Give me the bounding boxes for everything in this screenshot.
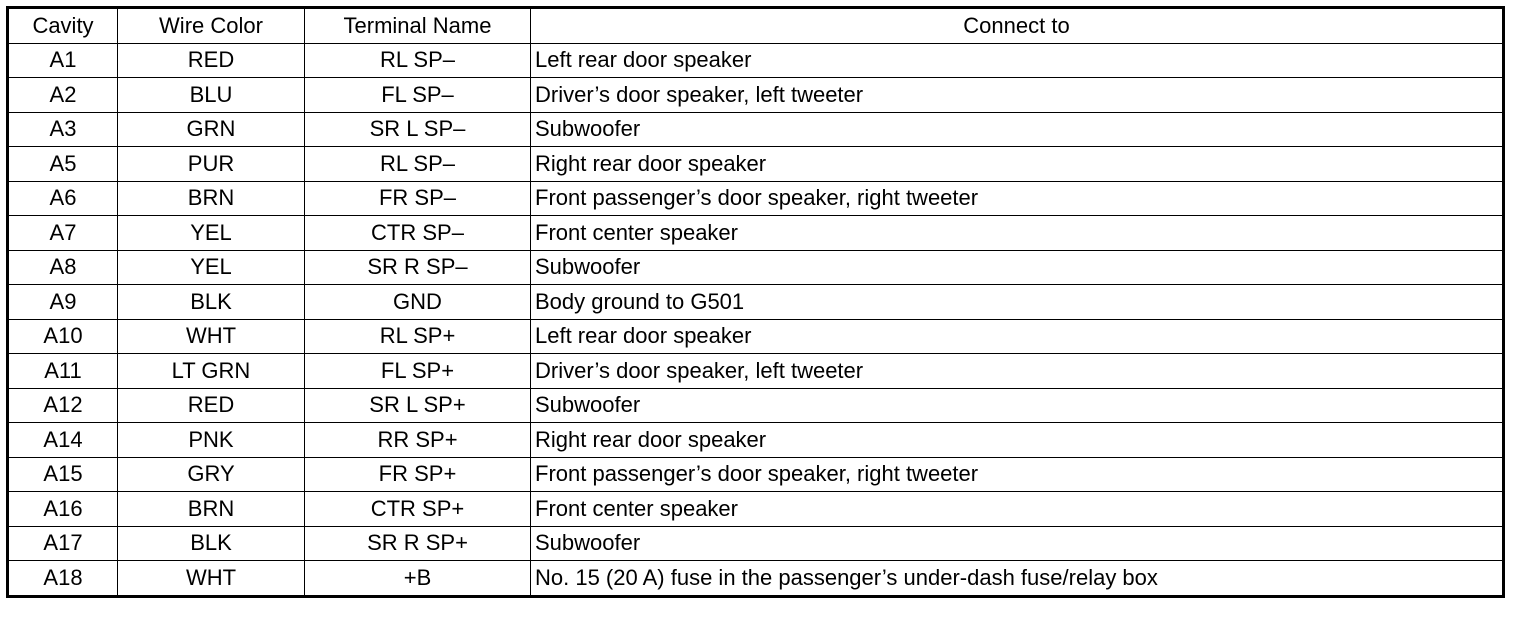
connect-to-cell: Left rear door speaker	[531, 43, 1504, 78]
table-row	[8, 285, 1504, 320]
wire-color-cell: PNK	[118, 423, 305, 458]
terminal-name-cell: FL SP+	[305, 354, 531, 389]
terminal-name-cell: CTR SP+	[305, 492, 531, 527]
connect-to-cell: Front passenger’s door speaker, right tweeter	[531, 181, 1504, 216]
cavity-cell: A10	[8, 319, 118, 354]
table-row	[8, 147, 1504, 182]
table-row	[8, 423, 1504, 458]
table-row	[8, 526, 1504, 561]
header-wire-color: Wire Color	[118, 8, 305, 44]
table-row	[8, 43, 1504, 78]
cavity-cell: A16	[8, 492, 118, 527]
table-row	[8, 250, 1504, 285]
terminal-name-cell: SR R SP–	[305, 250, 531, 285]
wire-color-cell: YEL	[118, 250, 305, 285]
cavity-cell: A15	[8, 457, 118, 492]
connect-to-cell: Driver’s door speaker, left tweeter	[531, 354, 1504, 389]
connect-to-cell: No. 15 (20 A) fuse in the passenger’s under-dash fuse/relay box	[531, 561, 1504, 597]
terminal-name-cell: FL SP–	[305, 78, 531, 113]
connect-to-cell: Body ground to G501	[531, 285, 1504, 320]
table-row	[8, 354, 1504, 389]
table-row	[8, 181, 1504, 216]
wire-color-cell: GRN	[118, 112, 305, 147]
cavity-cell: A7	[8, 216, 118, 251]
cavity-cell: A17	[8, 526, 118, 561]
connect-to-cell: Left rear door speaker	[531, 319, 1504, 354]
cavity-cell: A12	[8, 388, 118, 423]
table-row	[8, 388, 1504, 423]
table-row	[8, 561, 1504, 597]
header-cavity: Cavity	[8, 8, 118, 44]
connect-to-cell: Front center speaker	[531, 492, 1504, 527]
connect-to-cell: Subwoofer	[531, 250, 1504, 285]
terminal-name-cell: GND	[305, 285, 531, 320]
table-row	[8, 112, 1504, 147]
cavity-cell: A9	[8, 285, 118, 320]
connect-to-cell: Front center speaker	[531, 216, 1504, 251]
wire-color-cell: RED	[118, 43, 305, 78]
table-row	[8, 78, 1504, 113]
terminal-name-cell: +B	[305, 561, 531, 597]
wire-color-cell: PUR	[118, 147, 305, 182]
wire-color-cell: BRN	[118, 492, 305, 527]
connector-table-container	[6, 6, 1505, 598]
terminal-name-cell: SR R SP+	[305, 526, 531, 561]
table-row	[8, 216, 1504, 251]
terminal-name-cell: CTR SP–	[305, 216, 531, 251]
connect-to-cell: Driver’s door speaker, left tweeter	[531, 78, 1504, 113]
terminal-name-cell: SR L SP+	[305, 388, 531, 423]
cavity-cell: A1	[8, 43, 118, 78]
cavity-cell: A14	[8, 423, 118, 458]
terminal-name-cell: RR SP+	[305, 423, 531, 458]
header-terminal-name: Terminal Name	[305, 8, 531, 44]
cavity-cell: A18	[8, 561, 118, 597]
wire-color-cell: YEL	[118, 216, 305, 251]
connect-to-cell: Front passenger’s door speaker, right tweeter	[531, 457, 1504, 492]
table-row	[8, 319, 1504, 354]
connect-to-cell: Right rear door speaker	[531, 147, 1504, 182]
table-header-row	[8, 8, 1504, 44]
wire-color-cell: BLK	[118, 526, 305, 561]
connect-to-cell: Subwoofer	[531, 526, 1504, 561]
cavity-cell: A5	[8, 147, 118, 182]
terminal-name-cell: RL SP+	[305, 319, 531, 354]
wire-color-cell: WHT	[118, 319, 305, 354]
connect-to-cell: Right rear door speaker	[531, 423, 1504, 458]
connect-to-cell: Subwoofer	[531, 388, 1504, 423]
table-row	[8, 457, 1504, 492]
cavity-cell: A11	[8, 354, 118, 389]
terminal-name-cell: RL SP–	[305, 43, 531, 78]
cavity-cell: A6	[8, 181, 118, 216]
terminal-name-cell: FR SP–	[305, 181, 531, 216]
wire-color-cell: RED	[118, 388, 305, 423]
header-connect-to: Connect to	[531, 8, 1504, 44]
terminal-name-cell: RL SP–	[305, 147, 531, 182]
connect-to-cell: Subwoofer	[531, 112, 1504, 147]
wire-color-cell: LT GRN	[118, 354, 305, 389]
wire-color-cell: WHT	[118, 561, 305, 597]
wire-color-cell: GRY	[118, 457, 305, 492]
connector-pinout-table	[6, 6, 1505, 598]
table-row	[8, 492, 1504, 527]
wire-color-cell: BLK	[118, 285, 305, 320]
wire-color-cell: BLU	[118, 78, 305, 113]
cavity-cell: A3	[8, 112, 118, 147]
wire-color-cell: BRN	[118, 181, 305, 216]
cavity-cell: A2	[8, 78, 118, 113]
terminal-name-cell: SR L SP–	[305, 112, 531, 147]
terminal-name-cell: FR SP+	[305, 457, 531, 492]
cavity-cell: A8	[8, 250, 118, 285]
